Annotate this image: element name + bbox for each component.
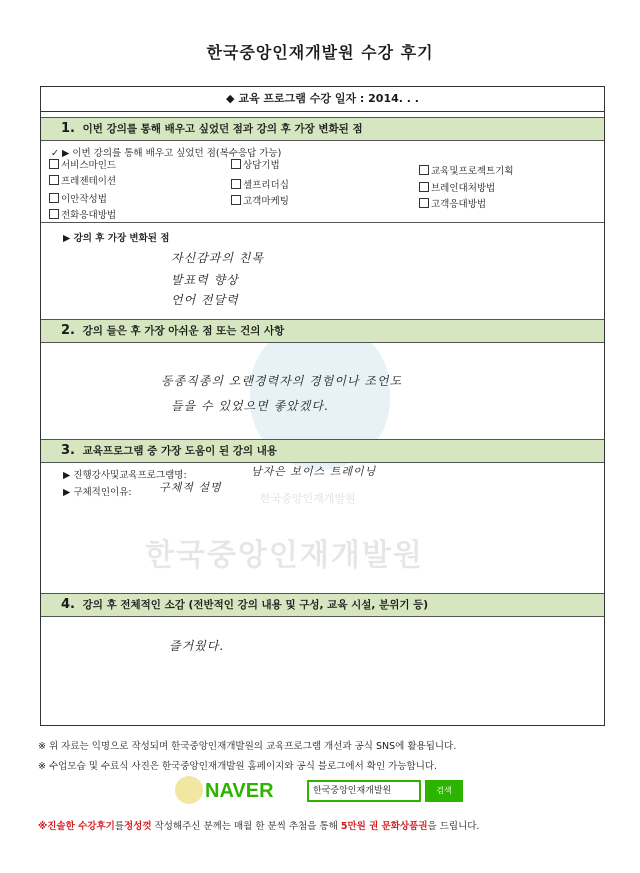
- field-label-text: 구체적인이유:: [73, 487, 132, 498]
- handwritten-answer: 동종직종의 오랜경력자의 경험이나 조언도: [161, 374, 403, 388]
- leaf-icon: [175, 776, 203, 804]
- watermark-text: 한국중앙인재개발원: [145, 538, 424, 573]
- section-title: 강의 후 전체적인 소감 (전반적인 강의 내용 및 구성, 교육 시설, 분위기 등): [82, 599, 429, 611]
- option-label: 교육및프로젝트기획: [431, 166, 514, 177]
- option-checkbox[interactable]: [49, 207, 116, 221]
- option-label: 전화응대방법: [61, 210, 117, 221]
- option-label: 상담기법: [243, 160, 280, 171]
- option-checkbox[interactable]: [419, 196, 486, 210]
- option-checkbox[interactable]: [419, 163, 514, 177]
- handwritten-answer: 즐거웠다.: [169, 639, 225, 653]
- section-number: 4.: [61, 597, 75, 612]
- watermark-sub: 한국중앙인재개발원: [260, 492, 356, 505]
- section-4-header: [41, 593, 604, 617]
- section-number: 3.: [61, 443, 75, 458]
- naver-search-banner: [175, 776, 465, 808]
- option-label: 셀프리더십: [243, 180, 289, 191]
- question-text: 이번 강의를 통해 배우고 싶었던 점(복수응답 가능): [72, 148, 282, 159]
- option-checkbox[interactable]: [49, 191, 107, 205]
- question-label: ✓ ▶ 이번 강의를 통해 배우고 싶었던 점(복수응답 가능): [51, 148, 282, 159]
- handwritten-answer: 발표력 향상: [171, 273, 239, 287]
- footer-text: 작성해주신 분께는 매월 한 분씩 추첨을 통해: [151, 821, 341, 832]
- footer-notice: [38, 818, 479, 832]
- note-line: ※ 위 자료는 익명으로 작성되며 한국중앙인재개발원의 교육프로그램 개선과 공식 SNS에 활용됩니다.: [38, 741, 457, 752]
- footer-highlight: 5만원 권 문화상품권: [340, 821, 428, 832]
- question-text: 강의 후 가장 변화된 점: [73, 233, 170, 244]
- option-checkbox[interactable]: [231, 157, 280, 171]
- section-number: 2.: [61, 323, 75, 338]
- option-label: 프레젠테이션: [61, 176, 117, 187]
- handwritten-answer: 들을 수 있었으면 좋았겠다.: [171, 399, 329, 413]
- section-number: 1.: [61, 121, 75, 136]
- footer-text: 을 드립니다.: [427, 821, 480, 832]
- footer-highlight: 정성껏: [123, 821, 152, 832]
- footer-text: 를: [114, 821, 124, 832]
- search-input[interactable]: 한국중앙인재개발원: [307, 780, 421, 802]
- field-label: ▶ 구체적인이유:: [63, 487, 132, 498]
- search-button[interactable]: 검색: [425, 780, 463, 802]
- footer-highlight: 진솔한 수강후기: [47, 821, 115, 832]
- handwritten-answer: 자신감과의 친목: [171, 251, 264, 265]
- section-1-header: [41, 117, 604, 141]
- section-title: 이번 강의를 통해 배우고 싶었던 점과 강의 후 가장 변화된 점: [82, 123, 363, 135]
- handwritten-answer: 남자은 보이스 트레이닝: [251, 465, 377, 478]
- option-checkbox[interactable]: [419, 180, 495, 194]
- footer-mark: ※: [38, 821, 48, 832]
- option-label: 브레인대처방법: [431, 183, 496, 194]
- section-title: 교육프로그램 중 가장 도움이 된 강의 내용: [82, 445, 278, 457]
- note-line: ※ 수업모습 및 수료식 사진은 한국중앙인재개발원 홈페이지와 공식 블로그에서 확인 가능합니다.: [38, 761, 438, 772]
- section-3-header: [41, 439, 604, 463]
- divider: [41, 222, 604, 223]
- option-checkbox[interactable]: [231, 177, 289, 191]
- option-checkbox[interactable]: [231, 193, 289, 207]
- date-line: ◆ 교육 프로그램 수강 일자 : 2014. . .: [41, 87, 604, 112]
- section-2-header: [41, 319, 604, 343]
- question-label: ▶ 강의 후 가장 변화된 점: [63, 233, 170, 244]
- option-label: 서비스마인드: [61, 160, 117, 171]
- naver-logo: NAVER: [205, 780, 274, 802]
- field-label: ▶ 진행강사및교육프로그램명:: [63, 470, 187, 481]
- page-title: 한국중앙인재개발원 수강 후기: [206, 43, 434, 62]
- option-label: 고객응대방법: [431, 199, 487, 210]
- field-label-text: 진행강사및교육프로그램명:: [73, 470, 187, 481]
- option-checkbox[interactable]: [49, 157, 116, 171]
- section-title: 강의 들은 후 가장 아쉬운 점 또는 건의 사항: [82, 325, 285, 337]
- option-label: 이안작성법: [61, 194, 107, 205]
- handwritten-answer: 언어 전달력: [171, 293, 239, 307]
- handwritten-answer: 구체적 설명: [159, 481, 222, 494]
- option-label: 고객마케팅: [243, 196, 289, 207]
- review-form: [40, 86, 605, 726]
- option-checkbox[interactable]: [49, 173, 116, 187]
